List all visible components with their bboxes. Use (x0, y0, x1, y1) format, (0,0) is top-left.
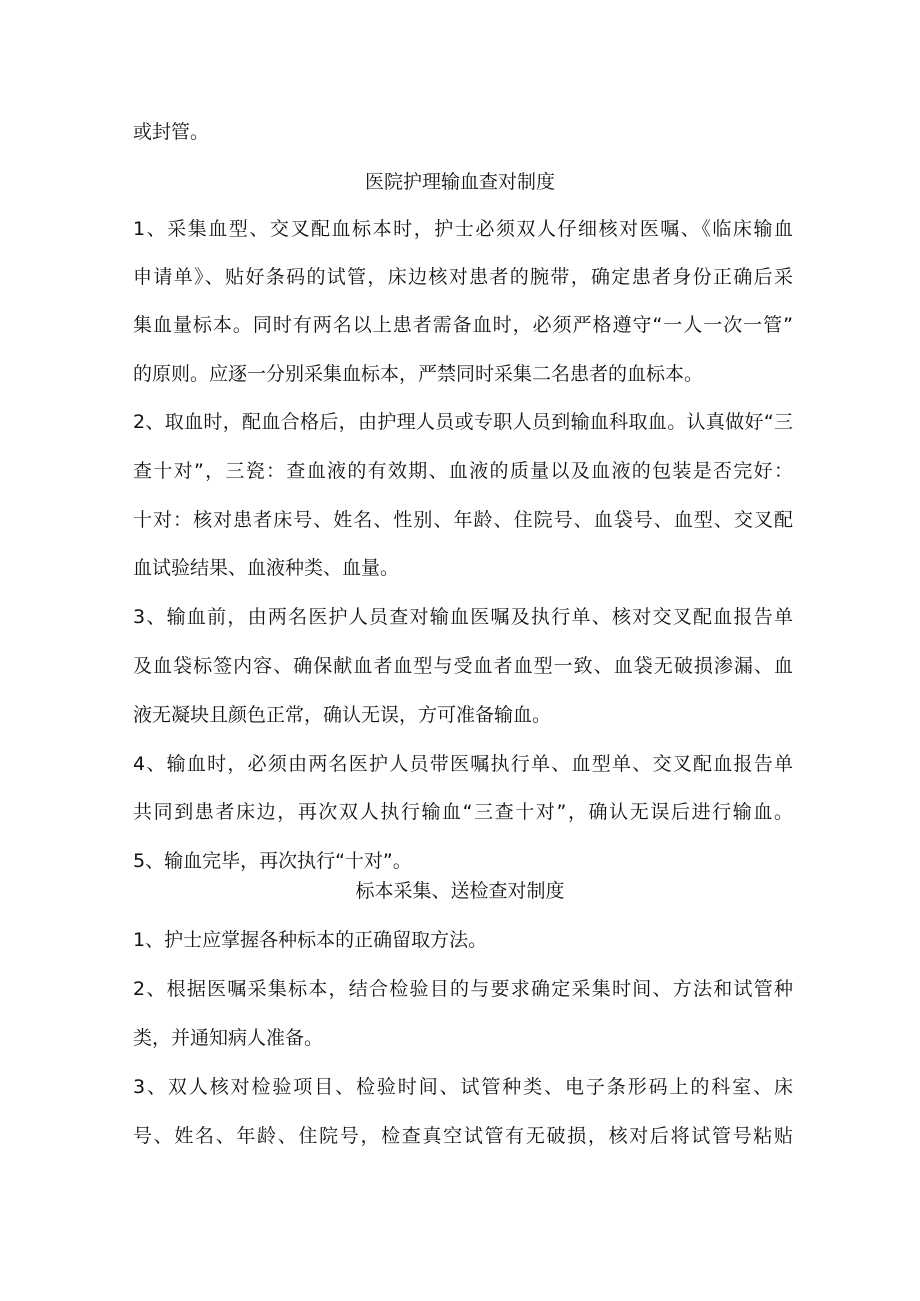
paragraph-line: 4、输血时，必须由两名医护人员带医嘱执行单、血型单、交叉配血报告单 (133, 753, 793, 775)
paragraph-line: 集血量标本。同时有两名以上患者需备血时，必须严格遵守“一人一次一管” (133, 314, 793, 336)
paragraph-line: 号、姓名、年龄、住院号，检查真空试管有无破损，核对后将试管号粘贴 (133, 1125, 793, 1147)
paragraph-line: 及血袋标签内容、确保献血者血型与受血者血型一致、血袋无破损渗漏、血 (133, 655, 793, 677)
paragraph-line: 血试验结果、血液种类、血量。 (133, 557, 400, 579)
paragraph-line: 3、双人核对检验项目、检验时间、试管种类、电子条形码上的科室、床 (133, 1076, 793, 1098)
paragraph-line: 2、取血时，配血合格后，由护理人员或专职人员到输血科取血。认真做好“三 (133, 411, 793, 433)
paragraph-line: 共同到患者床边，再次双人执行输血“三查十对”，确认无误后进行输血。 (133, 801, 793, 823)
paragraph-line: 3、输血前，由两名医护人员查对输血医嘱及执行单、核对交叉配血报告单 (133, 606, 793, 628)
paragraph-line: 5、输血完毕，再次执行“十对”。 (133, 850, 412, 872)
paragraph-line: 的原则。应逐一分别采集血标本，严禁同时采集二名患者的血标本。 (133, 363, 704, 385)
paragraph-line: 1、采集血型、交叉配血标本时，护士必须双人仔细核对医嘱、《临床输血 (133, 218, 793, 240)
paragraph-line: 申请单》、贴好条码的试管，床边核对患者的腕带，确定患者身份正确后采 (133, 266, 793, 288)
paragraph-line: 1、护士应掌握各种标本的正确留取方法。 (133, 929, 488, 951)
paragraph-line: 液无凝块且颜色正常，确认无误，方可准备输血。 (133, 704, 552, 726)
section-title-specimen-collection: 标本采集、送检查对制度 (355, 880, 565, 902)
paragraph-line: 类，并通知病人准备。 (133, 1027, 324, 1049)
section-title-blood-transfusion: 医院护理输血查对制度 (364, 171, 555, 193)
paragraph-line: 十对：核对患者床号、姓名、性别、年龄、住院号、血袋号、血型、交叉配 (133, 509, 793, 531)
paragraph-line: 2、根据医嘱采集标本，结合检验目的与要求确定采集时间、方法和试管种 (133, 978, 793, 1000)
intro-line: 或封管。 (133, 121, 210, 143)
paragraph-line: 查十对”，三瓷：查血液的有效期、血液的质量以及血液的包装是否完好： (133, 460, 793, 482)
